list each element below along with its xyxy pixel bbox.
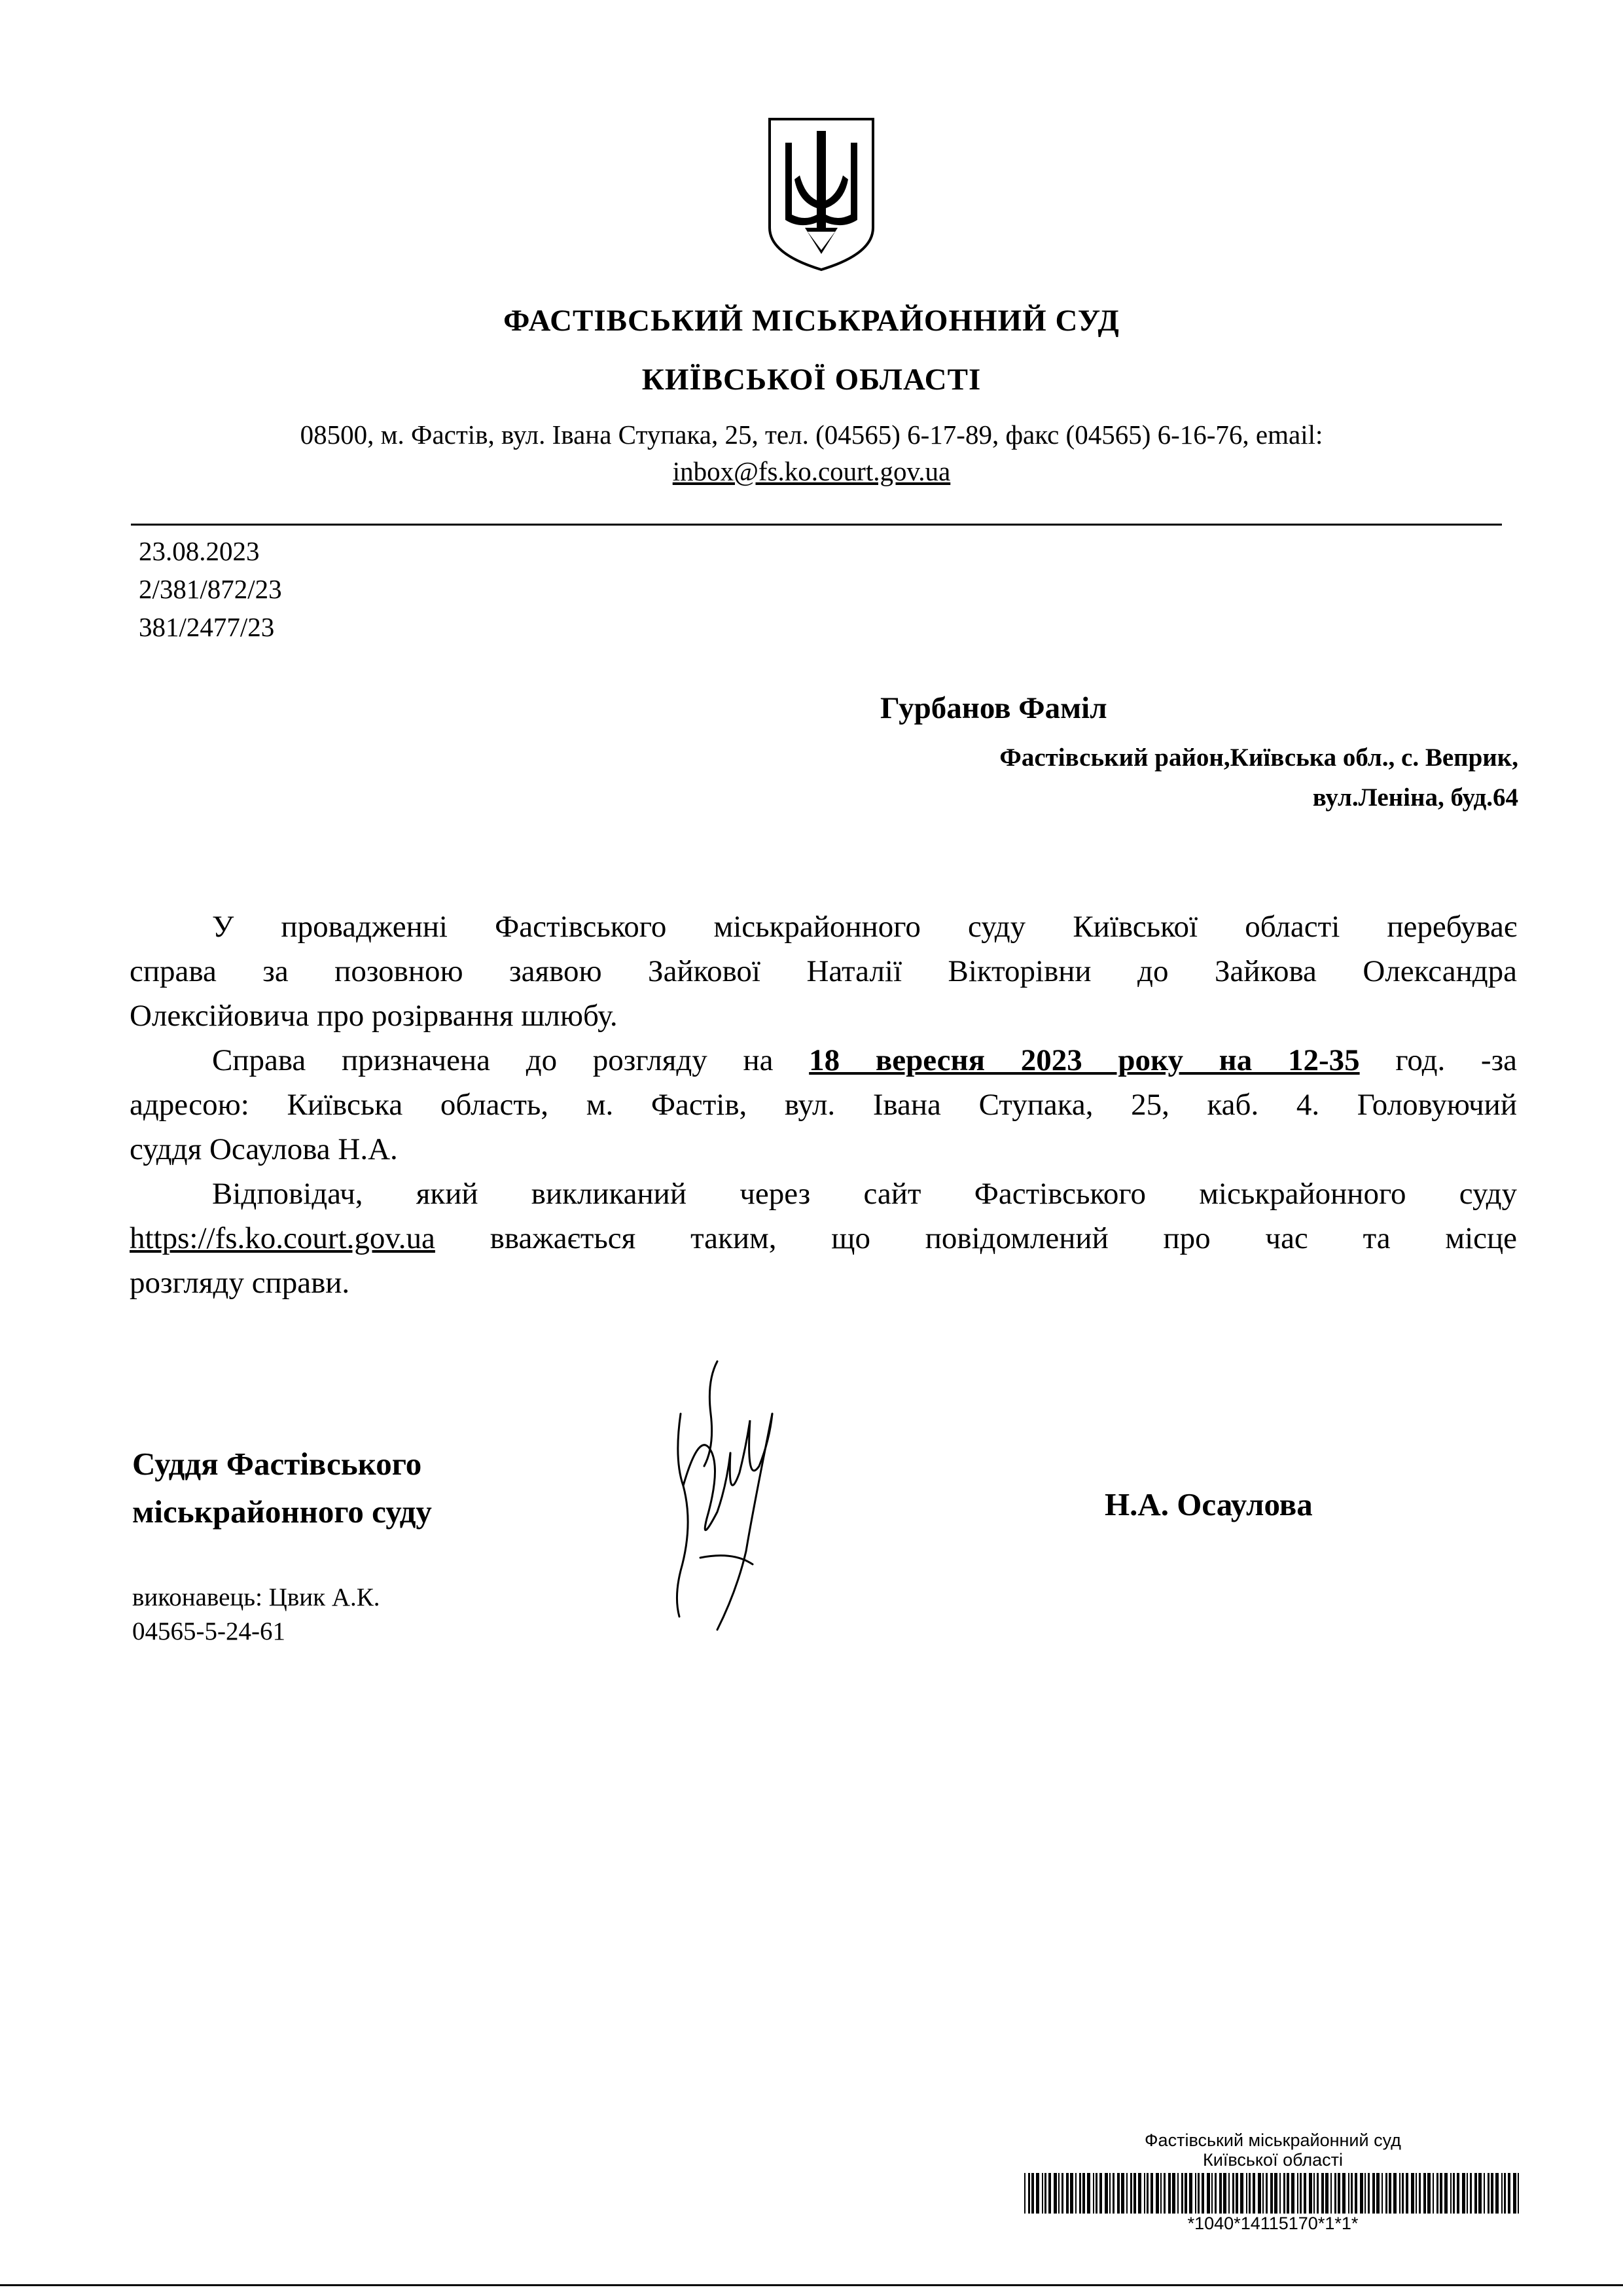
paragraph-3-line1: Відповідач, який викликаний через сайт Фастівського міськрайонного суду: [212, 1177, 1517, 1211]
paragraph-3-line3: розгляду справи.: [130, 1266, 350, 1300]
judge-title-line2: міськрайонного суду: [132, 1494, 432, 1530]
paragraph-2-line1: [130, 1038, 1517, 1083]
judge-title-line1: Суддя Фастівського: [132, 1446, 422, 1482]
paragraph-3: [130, 1172, 1517, 1305]
hearing-datetime: 18 вересня 2023 року на 12-35: [809, 1043, 1360, 1077]
paragraph-2: [130, 1038, 1517, 1172]
recipient-address-line1: Фастівський район,Київська обл., с. Веприк,: [999, 744, 1518, 772]
reference-number-1: 2/381/872/23: [139, 574, 282, 604]
letter-date: 23.08.2023: [139, 536, 260, 566]
recipient-name: Гурбанов Фаміл: [880, 691, 1107, 725]
recipient-address-line2: вул.Леніна, буд.64: [1312, 783, 1518, 812]
court-website-link[interactable]: https://fs.ko.court.gov.ua: [130, 1221, 435, 1255]
court-name-line1: ФАСТІВСЬКИЙ МІСЬКРАЙОННИЙ СУД: [503, 304, 1120, 338]
stamp-line2: Київської області: [1203, 2150, 1343, 2170]
registration-stamp: [1024, 2130, 1522, 2170]
coat-of-arms-icon: [766, 117, 877, 272]
executor-phone: 04565-5-24-61: [132, 1617, 285, 1645]
barcode-number: *1040*14115170*1*1*: [1187, 2214, 1359, 2233]
page-bottom-edge: [0, 2284, 1623, 2286]
paragraph-2-line3: суддя Осаулова Н.А.: [130, 1132, 398, 1166]
header-divider: [131, 524, 1502, 526]
judge-title: [132, 1440, 432, 1535]
court-email-link[interactable]: inbox@fs.ko.court.gov.ua: [672, 456, 951, 486]
reference-number-2: 381/2477/23: [139, 612, 275, 642]
paragraph-1-line2: справа за позовною заявою Зайкової Наталії Вікторівни до Зайкова Олександра: [130, 954, 1517, 988]
court-name-line2: КИЇВСЬКОЇ ОБЛАСТІ: [641, 363, 982, 397]
paragraph-1-line1: У провадженні Фастівського міськрайонного суду Київської області перебуває: [212, 910, 1517, 944]
barcode-icon: [1024, 2173, 1522, 2214]
stamp-line1: Фастівський міськрайонний суд: [1145, 2130, 1401, 2150]
handwritten-signature-icon: [654, 1355, 825, 1643]
court-email: [0, 456, 1623, 487]
paragraph-2-line2: адресою: Київська область, м. Фастів, вул. Івана Ступака, 25, каб. 4. Головуючий: [130, 1088, 1517, 1122]
hearing-prefix: Справа призначена до розгляду на: [212, 1043, 774, 1077]
hearing-suffix: год. -за: [1395, 1043, 1518, 1077]
court-address: 08500, м. Фастів, вул. Івана Ступака, 25, тел. (04565) 6-17-89, факс (04565) 6-16-76, email:: [300, 420, 1323, 450]
paragraph-1-line3: Олексійовича про розірвання шлюбу.: [130, 999, 618, 1033]
executor-label: виконавець: Цвик А.К.: [132, 1583, 380, 1611]
paragraph-3-line2: [130, 1216, 1517, 1261]
judge-name: Н.А. Осаулова: [1105, 1486, 1313, 1522]
paragraph-1: [130, 905, 1517, 1038]
paragraph-3-line2-rest: вважається таким, що повідомлений про час та місце: [490, 1221, 1518, 1255]
